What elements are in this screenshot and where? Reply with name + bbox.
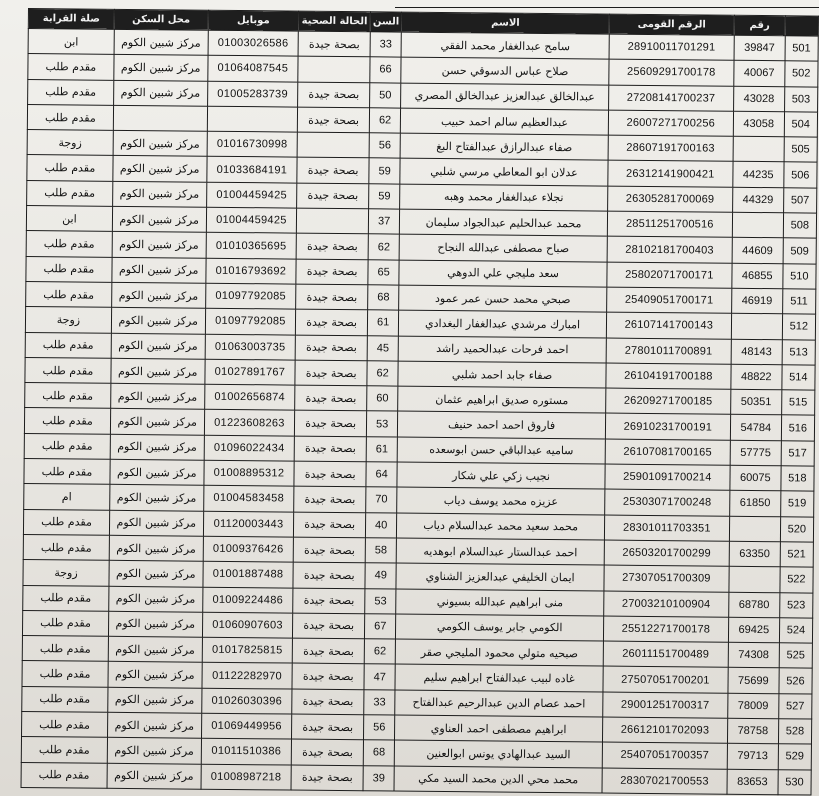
relation-cell: مقدم طلب [21,762,107,788]
age-cell: 53 [365,588,397,614]
residence-cell: مركز شبين الكوم [110,485,204,511]
age-cell: 62 [364,639,396,665]
name-cell: عزيزه محمد يوسف دياب [397,487,605,514]
health-cell [297,208,369,234]
code-cell [729,516,780,542]
health-cell: بصحة جيدة [295,360,367,386]
relation-cell: مقدم طلب [21,737,107,763]
health-cell: بصحة جيدة [298,31,370,57]
relation-cell: مقدم طلب [23,534,109,560]
health-cell: بصحة جيدة [292,739,364,765]
health-cell: بصحة جيدة [292,689,364,715]
mobile-cell: 01027891767 [204,359,295,385]
relation-cell: ابن [26,206,112,232]
health-cell: بصحة جيدة [297,158,369,184]
name-cell: فاروق احمد احمد حنيف [398,412,606,439]
health-cell: بصحة جيدة [298,107,370,133]
serial-cell: 514 [782,365,816,391]
health-cell: بصحة جيدة [294,461,366,487]
age-cell: 67 [364,614,396,640]
residence-cell: مركز شبين الكوم [109,535,203,561]
name-cell: عبدالخالق عبدالعزيز عبدالخالق المصري [401,83,609,110]
residence-cell: مركز شبين الكوم [110,459,204,485]
serial-cell: 519 [780,491,814,517]
national-id-cell: 25512271700178 [603,616,728,642]
mobile-cell: 01122282970 [202,663,293,689]
national-id-cell: 27801011700891 [606,338,731,364]
age-cell: 40 [365,512,397,538]
relation-cell: مقدم طلب [25,383,111,409]
name-cell: مستوره صديق ابراهيم عثمان [398,386,606,413]
relation-cell: زوجة [27,130,113,156]
serial-cell: 529 [778,744,812,770]
code-cell: 48822 [731,364,782,390]
serial-cell: 521 [780,542,814,568]
mobile-cell: 01060907603 [202,612,293,638]
residence-cell [113,105,207,131]
health-cell: بصحة جيدة [292,714,364,740]
national-id-cell: 28102181700403 [607,236,732,262]
national-id-cell: 26312141900421 [608,161,733,187]
relation-cell: مقدم طلب [26,256,112,282]
header-mobile: موبايل [208,10,299,31]
residence-cell: مركز شبين الكوم [111,333,205,359]
code-cell: 68780 [729,592,780,618]
relation-cell: مقدم طلب [24,433,110,459]
serial-cell: 501 [785,36,819,62]
name-cell: ساميه عبدالباقي حسن ابوسعده [398,437,606,464]
code-cell [729,566,780,592]
code-cell: 57775 [730,440,781,466]
national-id-cell: 26305281700069 [607,186,732,212]
header-age: السن [370,12,402,32]
mobile-cell: 01026030396 [201,688,292,714]
header-top-edge [395,0,819,8]
age-cell: 53 [366,411,398,437]
serial-cell: 502 [784,61,818,87]
header-serial [785,16,818,36]
residence-cell: مركز شبين الكوم [109,510,203,536]
code-cell: 83653 [727,769,778,795]
national-id-cell: 25901091700214 [605,464,730,490]
serial-cell: 517 [781,440,815,466]
residence-cell: مركز شبين الكوم [108,611,202,637]
code-cell: 50351 [731,389,782,415]
age-cell: 56 [363,715,395,741]
residence-cell: مركز شبين الكوم [112,206,206,232]
age-cell: 61 [367,310,399,336]
residence-cell: مركز شبين الكوم [108,662,202,688]
header-name: الاسم [402,12,610,34]
national-id-cell: 26107081700165 [605,439,730,465]
serial-cell: 512 [782,314,816,340]
mobile-cell: 01008895312 [203,460,294,486]
health-cell: بصحة جيدة [293,638,365,664]
residence-cell: مركز شبين الكوم [110,434,204,460]
national-id-cell: 25407051700357 [602,742,727,768]
name-cell: عبدالعظيم سالم احمد حبيب [401,108,609,135]
mobile-cell: 01033684191 [206,157,297,183]
code-cell: 46855 [732,263,783,289]
name-cell: السيد عبدالهادي يونس ابوالعنين [395,740,603,767]
mobile-cell [207,106,298,132]
serial-cell: 516 [781,415,815,441]
name-cell: الكومي جابر يوسف الكومي [396,614,604,641]
national-id-cell: 28301011703351 [604,515,729,541]
national-id-cell: 26910231700191 [605,414,730,440]
mobile-cell: 01096022434 [204,435,295,461]
relation-cell: مقدم طلب [23,585,109,611]
code-cell: 63350 [729,541,780,567]
name-cell: غاده لبيب عبدالفتاح ابراهيم سليم [395,664,603,691]
national-id-cell: 29001251700317 [603,692,728,718]
code-cell: 79713 [727,744,778,770]
residence-cell: مركز شبين الكوم [112,181,206,207]
residence-cell: مركز شبين الكوم [111,383,205,409]
name-cell: صفاء عبدالرازق عبدالفتاح البغ [400,133,608,160]
relation-cell: مقدم طلب [25,357,111,383]
serial-cell: 528 [778,719,812,745]
mobile-cell: 01002656874 [204,384,295,410]
mobile-cell: 01001887488 [202,561,293,587]
age-cell: 58 [365,538,397,564]
residence-cell: مركز شبين الكوم [107,712,201,738]
health-cell: بصحة جيدة [295,411,367,437]
residence-cell: مركز شبين الكوم [113,156,207,182]
header-code: رقم [734,15,785,35]
national-id-cell: 28607191700163 [608,135,733,161]
code-cell: 61850 [730,491,781,517]
health-cell [298,56,370,82]
mobile-cell: 01016793692 [205,258,296,284]
age-cell: 50 [370,82,402,108]
name-cell: محمد سعيد محمد عبدالسلام دياب [397,513,605,540]
age-cell: 60 [367,386,399,412]
health-cell: بصحة جيدة [297,183,369,209]
relation-cell: مقدم طلب [24,408,110,434]
name-cell: احمد عبدالستار عبدالسلام ابوهديه [397,538,605,565]
serial-cell: 504 [784,112,818,138]
health-cell: بصحة جيدة [294,537,366,563]
code-cell: 69425 [728,617,779,643]
relation-cell: مقدم طلب [26,281,112,307]
serial-cell: 525 [779,643,813,669]
mobile-cell: 01003026586 [208,30,299,56]
mobile-cell: 01004583458 [203,486,294,512]
age-cell: 64 [366,462,398,488]
mobile-cell: 01011510386 [201,739,292,765]
age-cell: 37 [368,209,400,235]
residence-cell: مركز شبين الكوم [113,80,207,106]
serial-cell: 524 [779,618,813,644]
residence-cell: مركز شبين الكوم [109,586,203,612]
national-id-cell: 26007271700256 [608,110,733,136]
age-cell: 33 [370,32,402,58]
mobile-cell: 01009224486 [202,587,293,613]
national-id-cell: 25409051700171 [606,287,731,313]
mobile-cell: 01005283739 [207,81,298,107]
name-cell: محمد محي الدين محمد السيد مكي [394,766,602,793]
age-cell: 56 [369,133,401,159]
residence-cell: مركز شبين الكوم [107,738,201,764]
national-id-cell: 26612101702093 [602,717,727,743]
header-national-id: الرقم القومى [609,14,734,35]
serial-cell: 509 [783,238,817,264]
age-cell: 68 [368,285,400,311]
residence-cell: مركز شبين الكوم [112,232,206,258]
serial-cell: 506 [784,162,818,188]
national-id-cell: 27003210100904 [604,591,729,617]
relation-cell: مقدم طلب [22,610,108,636]
serial-cell: 515 [781,390,815,416]
residence-cell: مركز شبين الكوم [112,282,206,308]
relation-cell: زوجة [25,307,111,333]
code-cell [733,136,784,162]
mobile-cell: 01010365695 [206,233,297,259]
mobile-cell: 01009376426 [203,536,294,562]
residence-cell: مركز شبين الكوم [114,29,208,55]
name-cell: احمد عصام الدين عبدالرحيم عبدالفتاح [395,690,603,717]
relation-cell: مقدم طلب [22,636,108,662]
national-id-cell: 26107141700143 [606,312,731,338]
name-cell: امبارك مرشدي عبدالغفار البغدادي [399,310,607,337]
national-id-cell: 27507051700201 [603,666,728,692]
code-cell: 39847 [734,35,785,61]
national-id-cell: 28910011701291 [609,34,734,60]
name-cell: ايمان الخليفي عبدالعزيز الشناوي [396,563,604,590]
age-cell: 59 [369,158,401,184]
name-cell: نجلاء عبدالغفار محمد وهبه [400,184,608,211]
residence-cell: مركز شبين الكوم [108,636,202,662]
serial-cell: 507 [783,188,817,214]
age-cell: 62 [368,234,400,260]
code-cell: 54784 [730,415,781,441]
national-id-cell: 25802071700171 [607,262,732,288]
relation-cell: مقدم طلب [22,686,108,712]
code-cell: 74308 [728,642,779,668]
mobile-cell: 01120003443 [203,511,294,537]
relation-cell: مقدم طلب [27,180,113,206]
code-cell: 44609 [732,238,783,264]
relation-cell: مقدم طلب [28,79,114,105]
code-cell: 78009 [728,693,779,719]
serial-cell: 530 [778,769,812,795]
health-cell: بصحة جيدة [296,233,368,259]
serial-cell: 508 [783,213,817,239]
health-cell: بصحة جيدة [296,284,368,310]
health-cell: بصحة جيدة [294,486,366,512]
health-cell: بصحة جيدة [291,765,363,791]
national-id-cell: 25609291700178 [609,59,734,85]
code-cell: 48143 [731,339,782,365]
age-cell: 61 [366,437,398,463]
serial-cell: 511 [782,289,816,315]
health-cell: بصحة جيدة [293,613,365,639]
name-cell: ابراهيم مصطفى احمد العناوي [395,715,603,742]
health-cell: بصحة جيدة [294,512,366,538]
residence-cell: مركز شبين الكوم [111,358,205,384]
national-id-cell: 25303071700248 [604,489,729,515]
mobile-cell: 01097792085 [205,283,296,309]
mobile-cell: 01063003735 [205,334,296,360]
name-cell: سعد مليجي علي الدوهي [399,260,607,287]
residence-cell: مركز شبين الكوم [114,55,208,81]
age-cell: 65 [368,259,400,285]
health-cell: بصحة جيدة [292,663,364,689]
beneficiaries-table [21,8,819,795]
name-cell: نجيب زكي علي شكار [397,462,605,489]
mobile-cell: 01069449956 [201,713,292,739]
age-cell: 70 [366,487,398,513]
serial-cell: 527 [778,693,812,719]
name-cell: منى ابراهيم عبدالله بسيوني [396,589,604,616]
residence-cell: مركز شبين الكوم [110,409,204,435]
code-cell: 46919 [731,288,782,314]
code-cell: 44235 [733,162,784,188]
header-relation: صلة القرابة [28,9,114,30]
national-id-cell: 28511251700516 [607,211,732,237]
health-cell: بصحة جيدة [293,562,365,588]
relation-cell: مقدم طلب [24,459,110,485]
national-id-cell: 27208141700237 [608,85,733,111]
residence-cell: مركز شبين الكوم [108,687,202,713]
serial-cell: 522 [780,567,814,593]
national-id-cell: 26104191700188 [606,363,731,389]
national-id-cell: 26209271700185 [605,388,730,414]
name-cell: صبحيه متولي محمود المليجي صقر [396,639,604,666]
relation-cell: مقدم طلب [28,54,114,80]
age-cell: 49 [365,563,397,589]
mobile-cell: 01016730998 [207,131,298,157]
name-cell: صفاء جابد احمد شلبي [398,361,606,388]
serial-cell: 518 [781,466,815,492]
residence-cell: مركز شبين الكوم [113,131,207,157]
residence-cell: مركز شبين الكوم [109,561,203,587]
health-cell: بصحة جيدة [295,436,367,462]
health-cell: بصحة جيدة [298,82,370,108]
name-cell: محمد عبدالحليم عبدالجواد سليمان [400,209,608,236]
serial-cell: 513 [782,339,816,365]
age-cell: 47 [364,664,396,690]
relation-cell: مقدم طلب [23,509,109,535]
code-cell [731,314,782,340]
mobile-cell: 01017825815 [202,637,293,663]
header-residence: محل السكن [114,9,208,30]
name-cell: عدلان ابو المعاطي مرسي شلبي [400,159,608,186]
table-body [21,29,818,795]
name-cell: صبحي محمد حسن عمر عمود [399,285,607,312]
relation-cell: مقدم طلب [25,332,111,358]
relation-cell: مقدم طلب [26,231,112,257]
age-cell: 39 [363,765,395,791]
age-cell: 66 [370,57,402,83]
health-cell: بصحة جيدة [296,259,368,285]
health-cell: بصحة جيدة [293,588,365,614]
name-cell: صلاح عباس الدسوقي حسن [401,57,609,84]
health-cell: بصحة جيدة [295,385,367,411]
header-health: الحالة الصحية [299,11,371,32]
relation-cell: مقدم طلب [27,155,113,181]
residence-cell: مركز شبين الكوم [111,308,205,334]
relation-cell: مقدم طلب [27,104,113,130]
health-cell: بصحة جيدة [295,335,367,361]
code-cell: 44329 [732,187,783,213]
mobile-cell: 01097792085 [205,308,296,334]
residence-cell: مركز شبين الكوم [107,763,201,789]
code-cell: 60075 [730,465,781,491]
mobile-cell: 01004459425 [206,182,297,208]
national-id-cell: 27307051700309 [604,565,729,591]
code-cell: 43028 [733,86,784,112]
residence-cell: مركز شبين الكوم [112,257,206,283]
serial-cell: 523 [779,592,813,618]
serial-cell: 510 [783,263,817,289]
serial-cell: 505 [784,137,818,163]
mobile-cell: 01008987218 [201,764,292,790]
serial-cell: 520 [780,516,814,542]
health-cell [297,132,369,158]
age-cell: 33 [364,689,396,715]
national-id-cell: 26011151700489 [603,641,728,667]
relation-cell: ام [24,484,110,510]
mobile-cell: 01004459425 [206,207,297,233]
relation-cell: ابن [28,29,114,55]
code-cell [732,212,783,238]
mobile-cell: 01223608263 [204,410,295,436]
name-cell: سامح عبدالغفار محمد الفقي [401,32,609,59]
age-cell: 45 [367,335,399,361]
relation-cell: مقدم طلب [22,661,108,687]
serial-cell: 526 [779,668,813,694]
serial-cell: 503 [784,86,818,112]
code-cell: 78758 [727,718,778,744]
health-cell: بصحة جيدة [296,309,368,335]
name-cell: صباح مصطفى عبدالله النجاح [399,234,607,261]
code-cell: 75699 [728,668,779,694]
relation-cell: مقدم طلب [22,711,108,737]
age-cell: 68 [363,740,395,766]
age-cell: 62 [367,361,399,387]
age-cell: 59 [369,184,401,210]
age-cell: 62 [369,108,401,134]
name-cell: احمد فرحات عبدالحميد راشد [398,336,606,363]
code-cell: 43058 [733,111,784,137]
national-id-cell: 26503201700299 [604,540,729,566]
mobile-cell: 01064087545 [207,56,298,82]
national-id-cell: 28307021700553 [602,768,727,794]
relation-cell: زوجة [23,560,109,586]
code-cell: 40067 [734,61,785,87]
